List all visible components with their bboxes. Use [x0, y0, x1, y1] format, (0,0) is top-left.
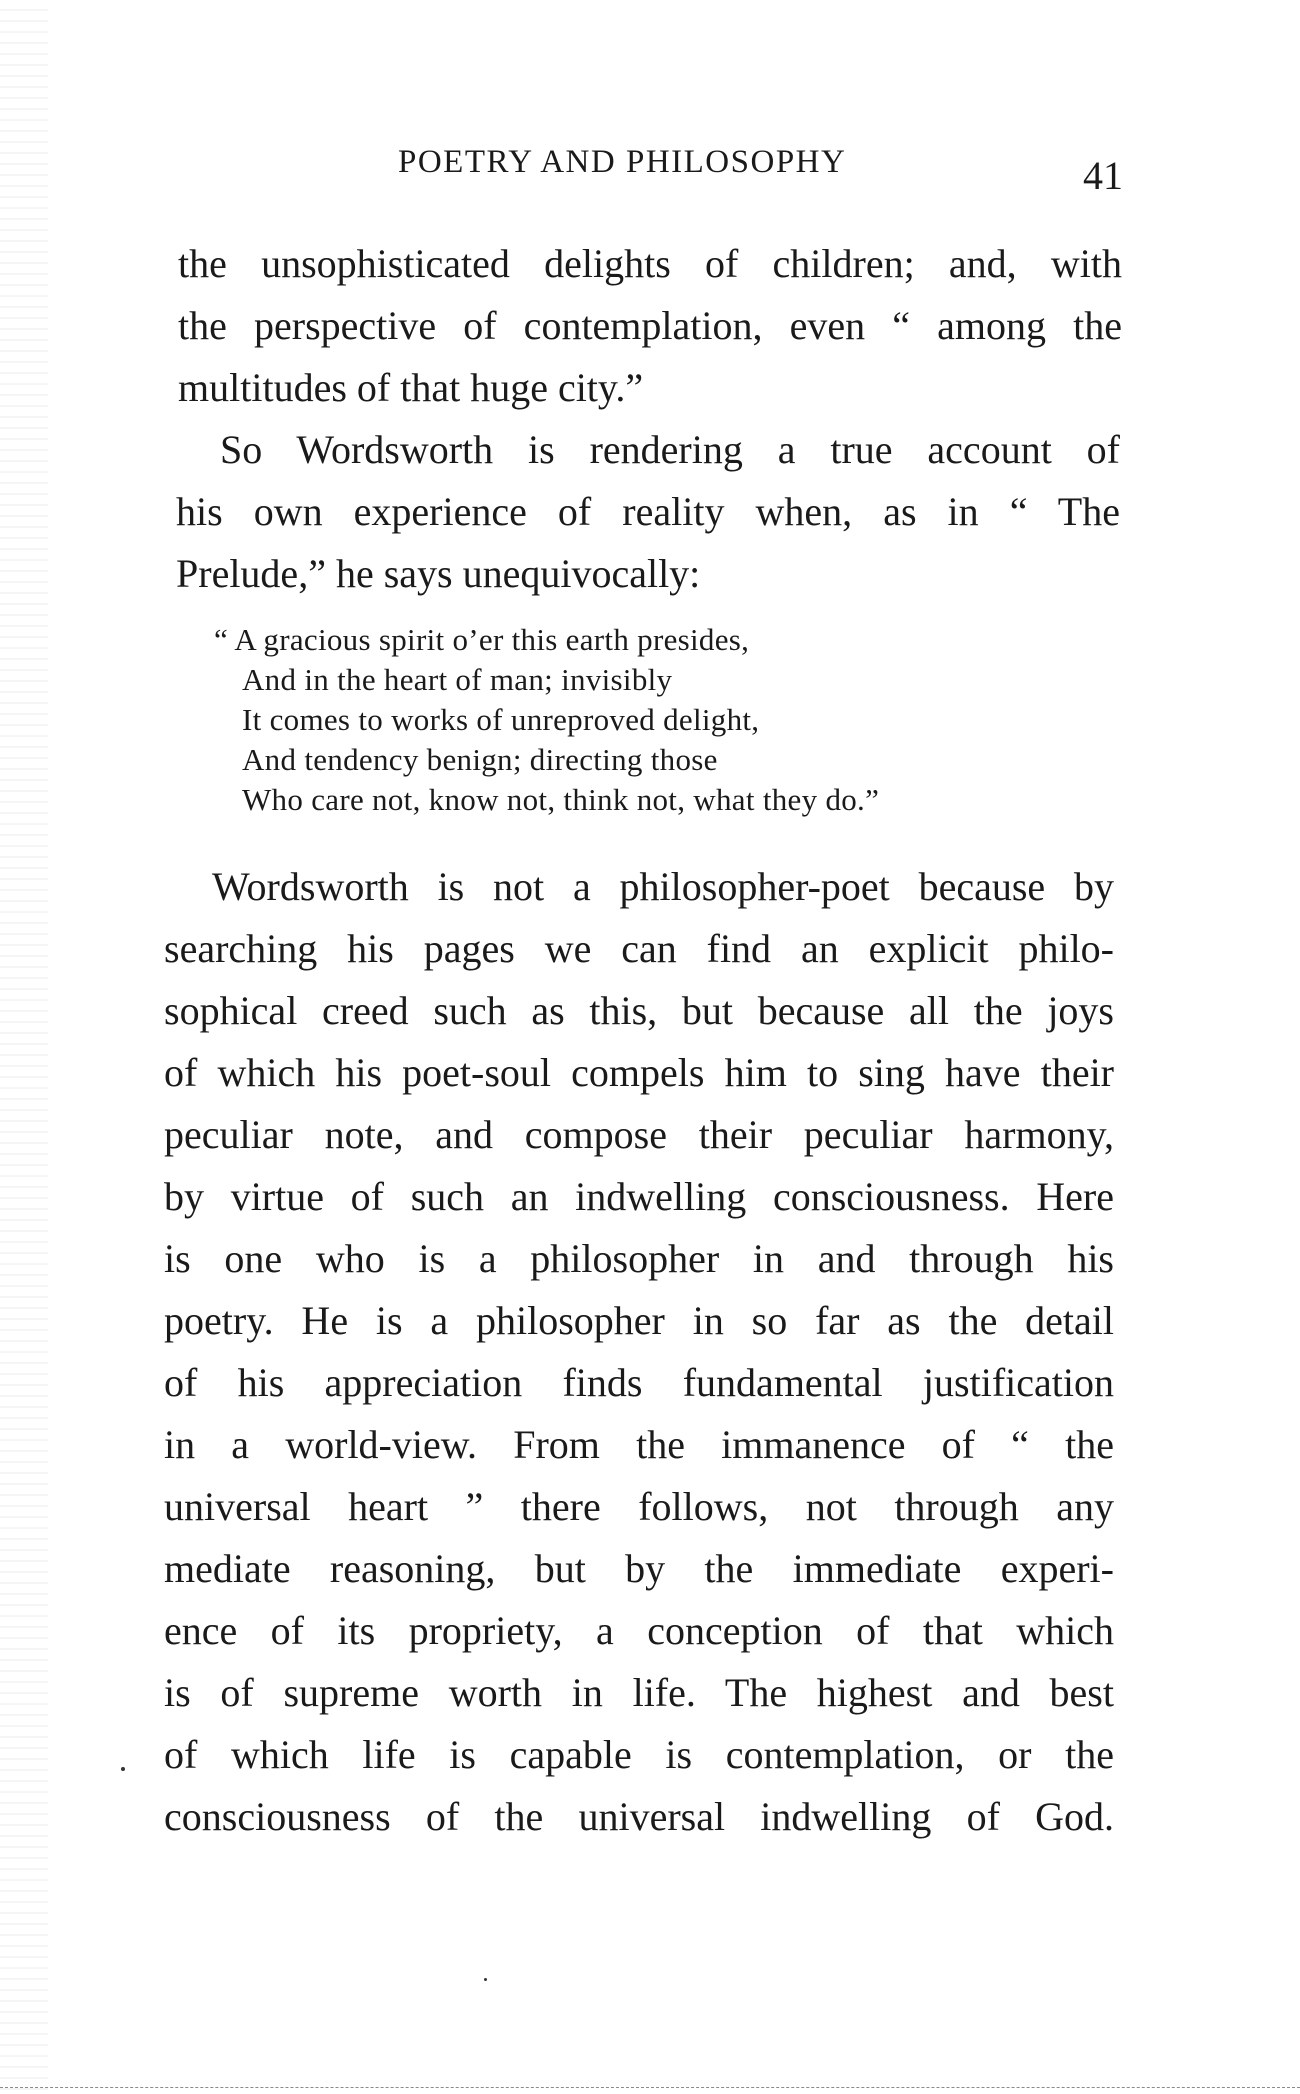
scan-speck	[484, 1978, 487, 1981]
text-line: So Wordsworth is rendering a true account of	[220, 427, 1120, 472]
paragraph-2	[176, 419, 1120, 605]
text-line: of his appreciation finds fundamental justification	[164, 1360, 1114, 1405]
text-line: searching his pages we can find an explicit philo-	[164, 926, 1114, 971]
text-line: by virtue of such an indwelling consciousness. Here	[164, 1174, 1114, 1219]
text-line: sophical creed such as this, but because all the joys	[164, 988, 1114, 1033]
text-line: is one who is a philosopher in and through his	[164, 1236, 1114, 1281]
text-line: poetry. He is a philosopher in so far as the detail	[164, 1298, 1114, 1343]
text-line: is of supreme worth in life. The highest and best	[164, 1670, 1114, 1715]
text-line: multitudes of that huge city.”	[178, 365, 644, 410]
verse-line: And tendency benign; directing those	[242, 742, 718, 777]
text-line: his own experience of reality when, as in “ The	[176, 489, 1120, 534]
scan-left-edge	[0, 0, 48, 2094]
text-line: Prelude,” he says unequivocally:	[176, 551, 701, 596]
verse-quotation	[214, 620, 1114, 820]
text-line: in a world-view. From the immanence of “ the	[164, 1422, 1114, 1467]
scan-speck	[121, 1767, 125, 1771]
text-line: universal heart ” there follows, not through any	[164, 1484, 1114, 1529]
text-line: Wordsworth is not a philosopher-poet because by	[212, 864, 1114, 909]
text-line: mediate reasoning, but by the immediate experi-	[164, 1546, 1114, 1591]
paragraph-3	[164, 856, 1114, 1848]
verse-line: It comes to works of unreproved delight,	[242, 702, 760, 737]
text-line: peculiar note, and compose their peculiar harmony,	[164, 1112, 1114, 1157]
paragraph-1	[178, 233, 1122, 419]
running-head: POETRY AND PHILOSOPHY	[398, 144, 847, 180]
text-line: of which his poet-soul compels him to sing have their	[164, 1050, 1114, 1095]
text-line: ence of its propriety, a conception of that which	[164, 1608, 1114, 1653]
text-line: consciousness of the universal indwelling of God.	[164, 1794, 1114, 1839]
verse-line: “ A gracious spirit o’er this earth presides,	[214, 622, 750, 657]
verse-line: Who care not, know not, think not, what they do.”	[242, 782, 880, 817]
verse-line: And in the heart of man; invisibly	[242, 662, 673, 697]
scan-bottom-edge	[0, 2087, 1300, 2094]
text-line: of which life is capable is contemplation, or the	[164, 1732, 1114, 1777]
page-number: 41	[1083, 153, 1123, 198]
text-line: the perspective of contemplation, even “ among the	[178, 303, 1122, 348]
text-line: the unsophisticated delights of children; and, with	[178, 241, 1122, 286]
